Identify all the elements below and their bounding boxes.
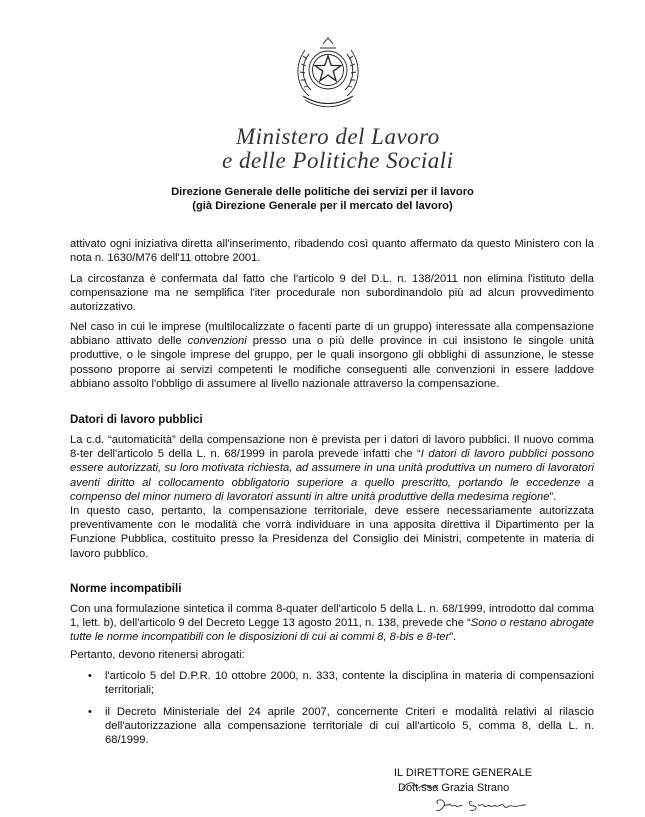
paragraph-3 [70,320,594,391]
paragraph-7: Pertanto, devono ritenersi abrogati: [70,649,245,661]
department-line-2: (già Direzione Generale per il mercato del lavoro) [192,200,453,212]
paragraph-5: In questo caso, pertanto, la compensazione territoriale, deve essere necessariamente autorizzata preventivamente con le modalità che vorrà individuare in una apposita direttiva il Dipartimento per la Funzione Pubblica, costituito presso la Presidenza del Consiglio dei Ministri, competente in materia di lavoro pubblico. [70,505,594,560]
paragraph-1: attivato ogni iniziativa diretta all'inserimento, ribadendo così quanto affermato da questo Ministero con la nota n. 1630/M76 dell'11 ottobre 2001. [70,238,594,265]
paragraph-4-part-b: ”. [549,490,557,503]
paragraph-3-part-a: Nel caso in cui le imprese (multilocalizzate o facenti parte di un gruppo) interessate alla compensazione abbiano attivato delle [70,321,594,348]
italian-republic-emblem [289,34,367,110]
paragraph-3-emphasis: convenzioni [187,335,247,348]
bullet-item-1: l'articolo 5 del D.P.R. 10 ottobre 2000, n. 333, contente la disciplina in materia di compensazioni territoriali; [105,670,594,697]
handwritten-signature [432,796,532,816]
paragraph-4 [70,433,594,504]
paragraph-4-emphasis: I datori di lavoro pubblici possono essere autorizzati, su loro motivata richiesta, ad assumere in una unità produttiva un numero di lavoratori aventi diritto al collocamento obbligatorio superiore a quello prescritto, portando le eccedenze a compenso del minor numero di lavoratori assunti in altre unità produttive della medesima regione [70,448,594,503]
section-heading-incompatible-norms: Norme incompatibili [70,582,182,595]
bullet-2-marker: • [88,706,92,718]
paragraph-6-part-a: Con una formulazione sintetica il comma 8-quater dell'articolo 5 della L. n. 68/1999, introdotto dal comma 1, lett. b), dell'articolo 9 del Decreto Legge 13 agosto 2011, n. 138, prevede che “ [70,603,594,630]
paragraph-6-part-b: ”. [449,631,457,644]
department-line-1: Direzione Generale delle politiche dei servizi per il lavoro [171,186,474,198]
signatory-name: Dott.ssa Grazia Strano [398,782,510,794]
bullet-item-2: il Decreto Ministeriale del 24 aprile 2007, concernente Criteri e modalità relativi al rilascio dell'autorizzazione alla compensazione territoriale di cui all'articolo 5, comma 8, della L. n. 68/1999. [105,706,594,747]
section-heading-public-employers: Datori di lavoro pubblici [70,413,203,426]
department-title [0,185,645,213]
signatory-title: IL DIRETTORE GENERALE [394,767,533,779]
ministry-line-2: e delle Politiche Sociali [222,148,454,173]
ministry-line-1: Ministero del Lavoro [236,124,440,149]
paragraph-4-part-a: La c.d. “automaticità” della compensazione non è prevista per i datori di lavoro pubblici. Il nuovo comma 8-ter dell'articolo 5 della L. n. 68/1999 in parola prevede infatti che “ [70,434,594,461]
bullet-1-marker: • [88,670,92,682]
signature-flourish [400,779,440,793]
paragraph-3-part-b: presso una o più delle province in cui insistono le singole unità produttive, o le singole imprese del gruppo, per le quali insorgono gli obblighi di assunzione, le stesse possono proporre ai servizi competenti le modifiche conseguenti alle convenzioni in essere laddove abbiano assolto l'obbligo di assumere al livello nazionale attraverso la compensazione. [70,335,594,390]
paragraph-6 [70,602,594,645]
paragraph-2: La circostanza è confermata dal fatto che l'articolo 9 del D.L. n. 138/2011 non elimina l'istituto della compensazione ma ne semplifica l'iter procedurale non subordinandolo più ad alcun provvedimento autorizzativo. [70,273,594,314]
paragraph-6-emphasis: Sono o restano abrogate tutte le norme incompatibili con le disposizioni di cui ai commi 8, 8-bis e 8-ter [70,617,594,644]
